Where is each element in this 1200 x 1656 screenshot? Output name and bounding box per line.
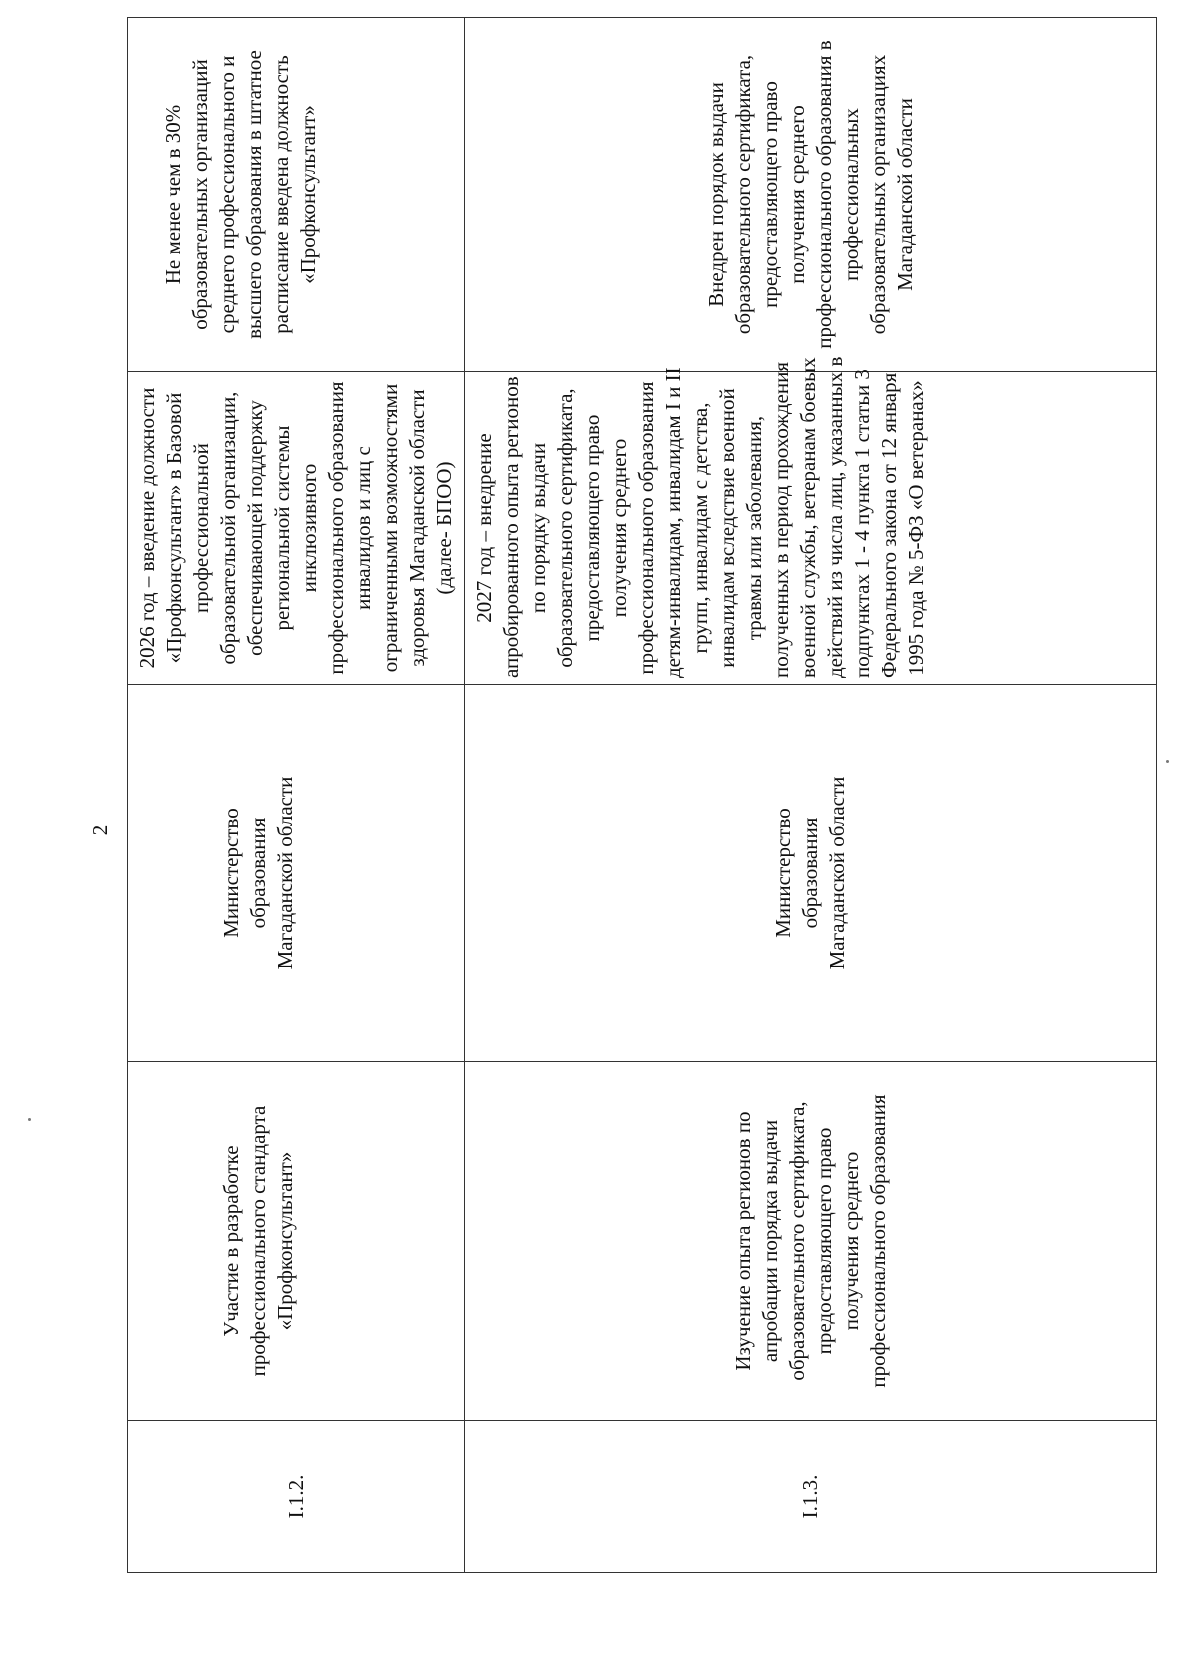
stage-line: образовательной организации,	[216, 391, 240, 665]
stage-line: Федерального закона от 12 января	[877, 372, 901, 678]
result-line: расписание введена должность	[269, 55, 293, 334]
responsible-cell	[128, 685, 465, 1062]
stage-line: профессионального образования	[634, 381, 658, 675]
result-line: образовательного сертификата,	[730, 54, 755, 335]
scan-speck	[1166, 760, 1169, 763]
stage-line: предоставляющего право	[580, 414, 604, 642]
responsible-cell	[465, 685, 1157, 1062]
result-line: «Профконсультант»	[296, 105, 320, 284]
responsible-line: Магаданской области	[825, 776, 849, 970]
item-number: I.1.3.	[798, 1474, 822, 1519]
stage-line: профессиональной	[189, 443, 213, 613]
measure-name-cell	[128, 1062, 465, 1421]
stage-line: ограниченными возможностями	[378, 383, 402, 673]
stage-line: подпунктах 1 - 4 пункта 1 статьи 3	[850, 369, 874, 678]
result-line: высшего образования в штатное	[242, 50, 266, 339]
stage-cell	[465, 356, 1157, 685]
responsible-line: образования	[246, 817, 270, 929]
stage-line: военной службы, ветеранам боевых	[796, 357, 820, 678]
stage-line: инклюзивного	[297, 463, 321, 593]
responsible-line: Магаданской области	[273, 776, 297, 970]
measure-name-line: профессионального стандарта	[246, 1105, 270, 1377]
stage-line: получения среднего	[607, 438, 631, 618]
scan-speck	[28, 1118, 31, 1121]
table-row-i-1-2	[128, 18, 465, 1573]
measure-name-line: образовательного сертификата,	[784, 1101, 809, 1381]
result-cell	[128, 18, 465, 372]
stage-line: инвалидов и лиц с	[351, 446, 375, 610]
table-row-i-1-3	[465, 18, 1157, 1573]
stage-line: 1995 года № 5-ФЗ «О ветеранах»	[904, 380, 928, 676]
stage-line: детям-инвалидам, инвалидам I и II	[661, 367, 685, 678]
result-line: получения среднего	[784, 105, 809, 284]
result-line: Магаданской области	[892, 98, 917, 291]
page-number: 2	[88, 824, 112, 836]
rotated-table-container	[127, 1, 1151, 1631]
result-line: среднего профессионального и	[215, 55, 239, 334]
measure-name-line: предоставляющего право	[811, 1127, 836, 1355]
stage-line: групп, инвалидам с детства,	[688, 402, 712, 654]
stage-line: апробированного опыта регионов	[499, 376, 523, 678]
result-line: образовательных организациях	[865, 54, 890, 335]
responsible-line: Министерство	[771, 808, 795, 938]
result-line: Внедрен порядок выдачи	[703, 82, 728, 307]
result-line: профессионального образования в	[811, 40, 836, 349]
result-line: профессиональных	[838, 108, 863, 281]
stage-line: профессионального образования	[324, 381, 348, 675]
measure-name-line: Изучение опыта регионов по	[730, 1111, 755, 1371]
stage-line: полученных в период прохождения	[769, 362, 793, 678]
measure-name-line: апробации порядка выдачи	[757, 1119, 782, 1363]
stage-line: региональной системы	[270, 425, 294, 631]
item-number-cell	[128, 1421, 465, 1573]
measure-name-cell	[465, 1062, 1157, 1421]
responsible-line: образования	[798, 817, 822, 929]
stage-line: «Профконсультант» в Базовой	[162, 392, 186, 664]
measure-name-line: «Профконсультант»	[273, 1151, 297, 1331]
action-plan-table	[127, 17, 1157, 1573]
stage-line: инвалидам вследствие военной	[715, 388, 739, 668]
responsible-line: Министерство	[219, 808, 243, 938]
stage-line: здоровья Магаданской области	[405, 389, 429, 667]
result-line: образовательных организаций	[188, 59, 212, 330]
stage-line: 2026 год – введение должности	[135, 387, 159, 669]
stage-line: обеспечивающей поддержку	[243, 400, 267, 656]
result-line: Не менее чем в 30%	[161, 104, 185, 285]
result-cell	[465, 18, 1157, 372]
stage-cell	[128, 372, 465, 685]
result-line: предоставляющего право	[757, 81, 782, 308]
stage-line: действий из числа лиц, указанных в	[823, 356, 847, 678]
item-number: I.1.2.	[283, 1474, 308, 1519]
stage-line: травмы или заболевания,	[742, 415, 766, 641]
measure-name-line: получения среднего	[838, 1151, 863, 1331]
stage-line: по порядку выдачи	[526, 442, 550, 614]
measure-name-line: профессионального образования	[865, 1094, 890, 1388]
measure-name-line: Участие в разработке	[219, 1145, 243, 1337]
item-number-cell	[465, 1421, 1157, 1573]
stage-line: (далее- БПОО)	[432, 461, 456, 595]
stage-line: 2027 год – внедрение	[472, 433, 496, 623]
stage-line: образовательного сертификата,	[553, 388, 577, 668]
